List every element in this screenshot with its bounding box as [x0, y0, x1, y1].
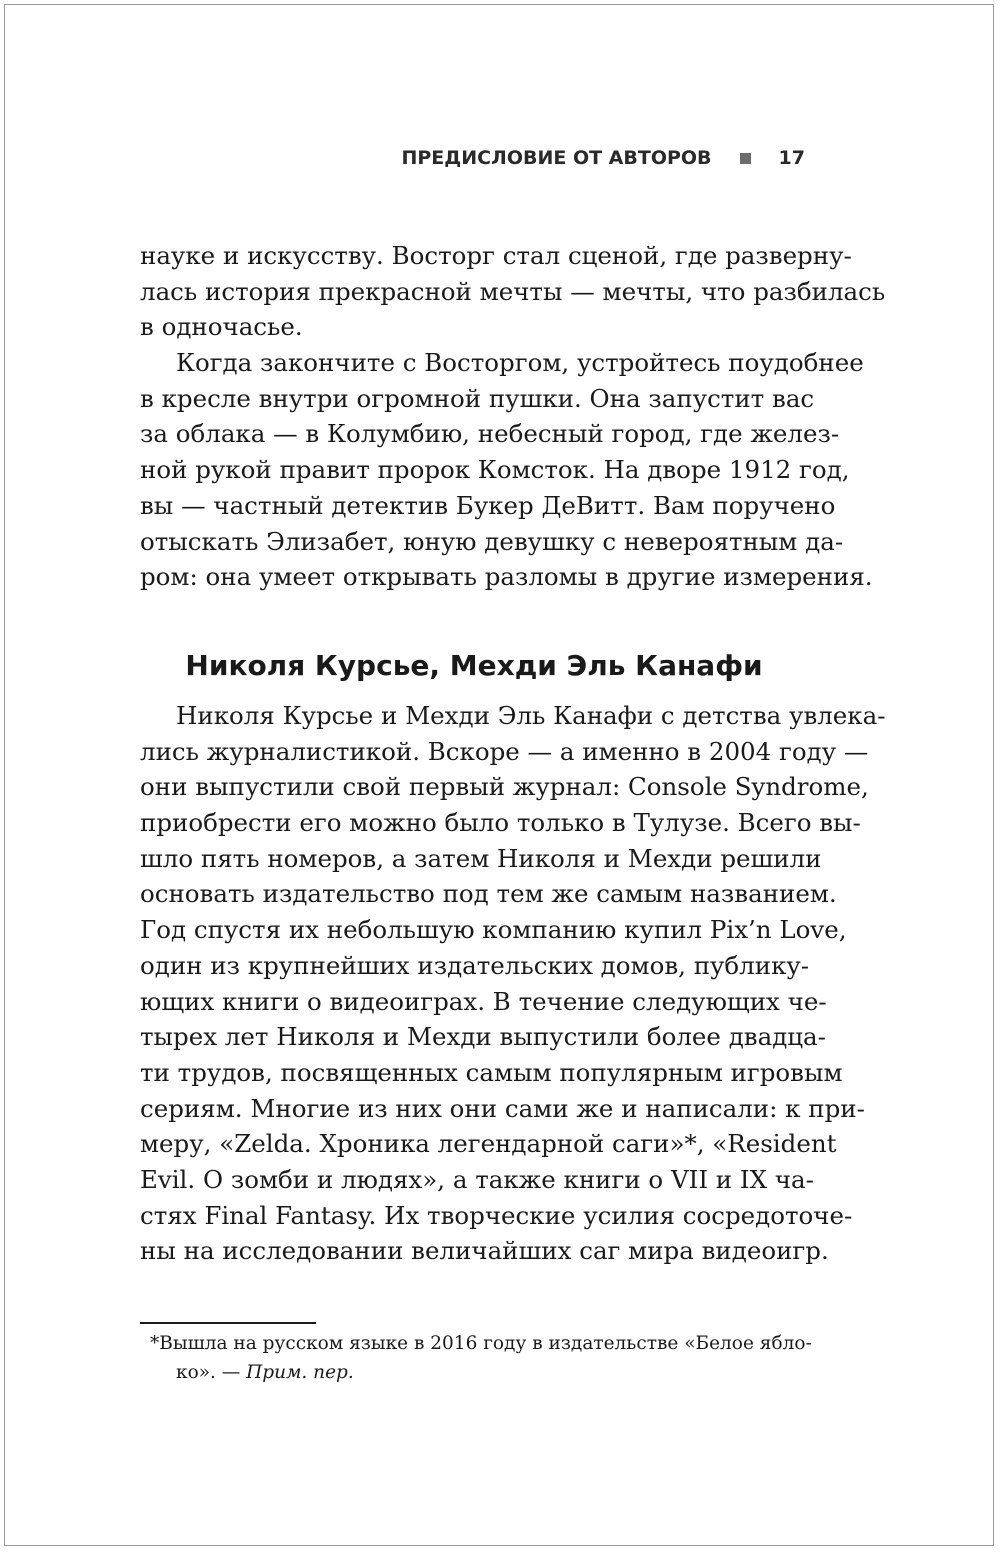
footnote-rule [140, 1322, 316, 1324]
text-line: ющих книги о видеоиграх. В течение следующих че- [140, 986, 827, 1016]
text-line: основать издательство под тем же самым названием. [140, 879, 837, 909]
text-line: в одночасье. [140, 312, 303, 342]
text-line: тырех лет Николя и Мехди выпустили более двадца- [140, 1022, 826, 1052]
page-number: 17 [778, 147, 805, 169]
body-text-section [140, 698, 886, 1269]
footnote-text: Вышла на русском языке в 2016 году в издательстве «Белое ябло- [159, 1333, 812, 1354]
text-line: в кресле внутри огромной пушки. Она запустит вас [140, 383, 815, 413]
text-line: они выпустили свой первый журнал: Console Syndrome, [140, 772, 869, 802]
text-line: ти трудов, посвященных самым популярным игровым [140, 1057, 843, 1087]
text-line: ной рукой правит пророк Комсток. На дворе 1912 год, [140, 455, 850, 485]
footnote-text: ко». — [176, 1362, 247, 1383]
body-text-top [140, 238, 886, 595]
text-line: лись журналистикой. Вскоре — а именно в 2004 году — [140, 736, 869, 766]
section-heading: Николя Курсье, Мехди Эль Канафи [185, 649, 763, 682]
text-line: Год спустя их небольшую компанию купил Pix’n Love, [140, 915, 847, 945]
text-line: ром: она умеет открывать разломы в другие измерения. [140, 562, 873, 592]
running-head [140, 143, 805, 173]
text-line: стях Final Fantasy. Их творческие усилия сосредоточе- [140, 1200, 853, 1230]
text-line: Когда закончите с Восторгом, устройтесь поудобнее [176, 348, 864, 378]
text-line: науке и искусству. Восторг стал сценой, где разверну- [140, 241, 852, 270]
text-line: вы — частный детектив Букер ДеВитт. Вам поручено [140, 490, 836, 520]
text-line: ны на исследовании величайших саг мира видеоигр. [140, 1236, 829, 1266]
section-title: ПРЕДИСЛОВИЕ ОТ АВТОРОВ [401, 147, 712, 169]
text-line: отыскать Элизабет, юную девушку с невероятным да- [140, 526, 844, 556]
text-line: один из крупнейших издательских домов, публику- [140, 950, 810, 980]
square-bullet-icon [740, 153, 751, 164]
text-line: меру, «Zelda. Хроника легендарной саги»*, «Resident [140, 1129, 837, 1159]
text-line: приобрести его можно было только в Тулузе. Всего вы- [140, 808, 861, 838]
footnote-marker: * [150, 1333, 160, 1354]
text-line: Evil. О зомби и людях», а также книги о VII и IX ча- [140, 1164, 814, 1194]
text-line: Николя Курсье и Мехди Эль Канафи с детства увлека- [176, 701, 886, 730]
translator-note: Прим. пер. [246, 1362, 354, 1383]
text-line: за облака — в Колумбию, небесный город, где желез- [140, 419, 840, 449]
text-line: шло пять номеров, а затем Николя и Мехди решили [140, 843, 822, 873]
footnote [140, 1329, 812, 1387]
text-line: сериям. Многие из них они сами же и написали: к при- [140, 1093, 865, 1123]
text-line: лась история прекрасной мечты — мечты, что разбилась [140, 276, 886, 306]
